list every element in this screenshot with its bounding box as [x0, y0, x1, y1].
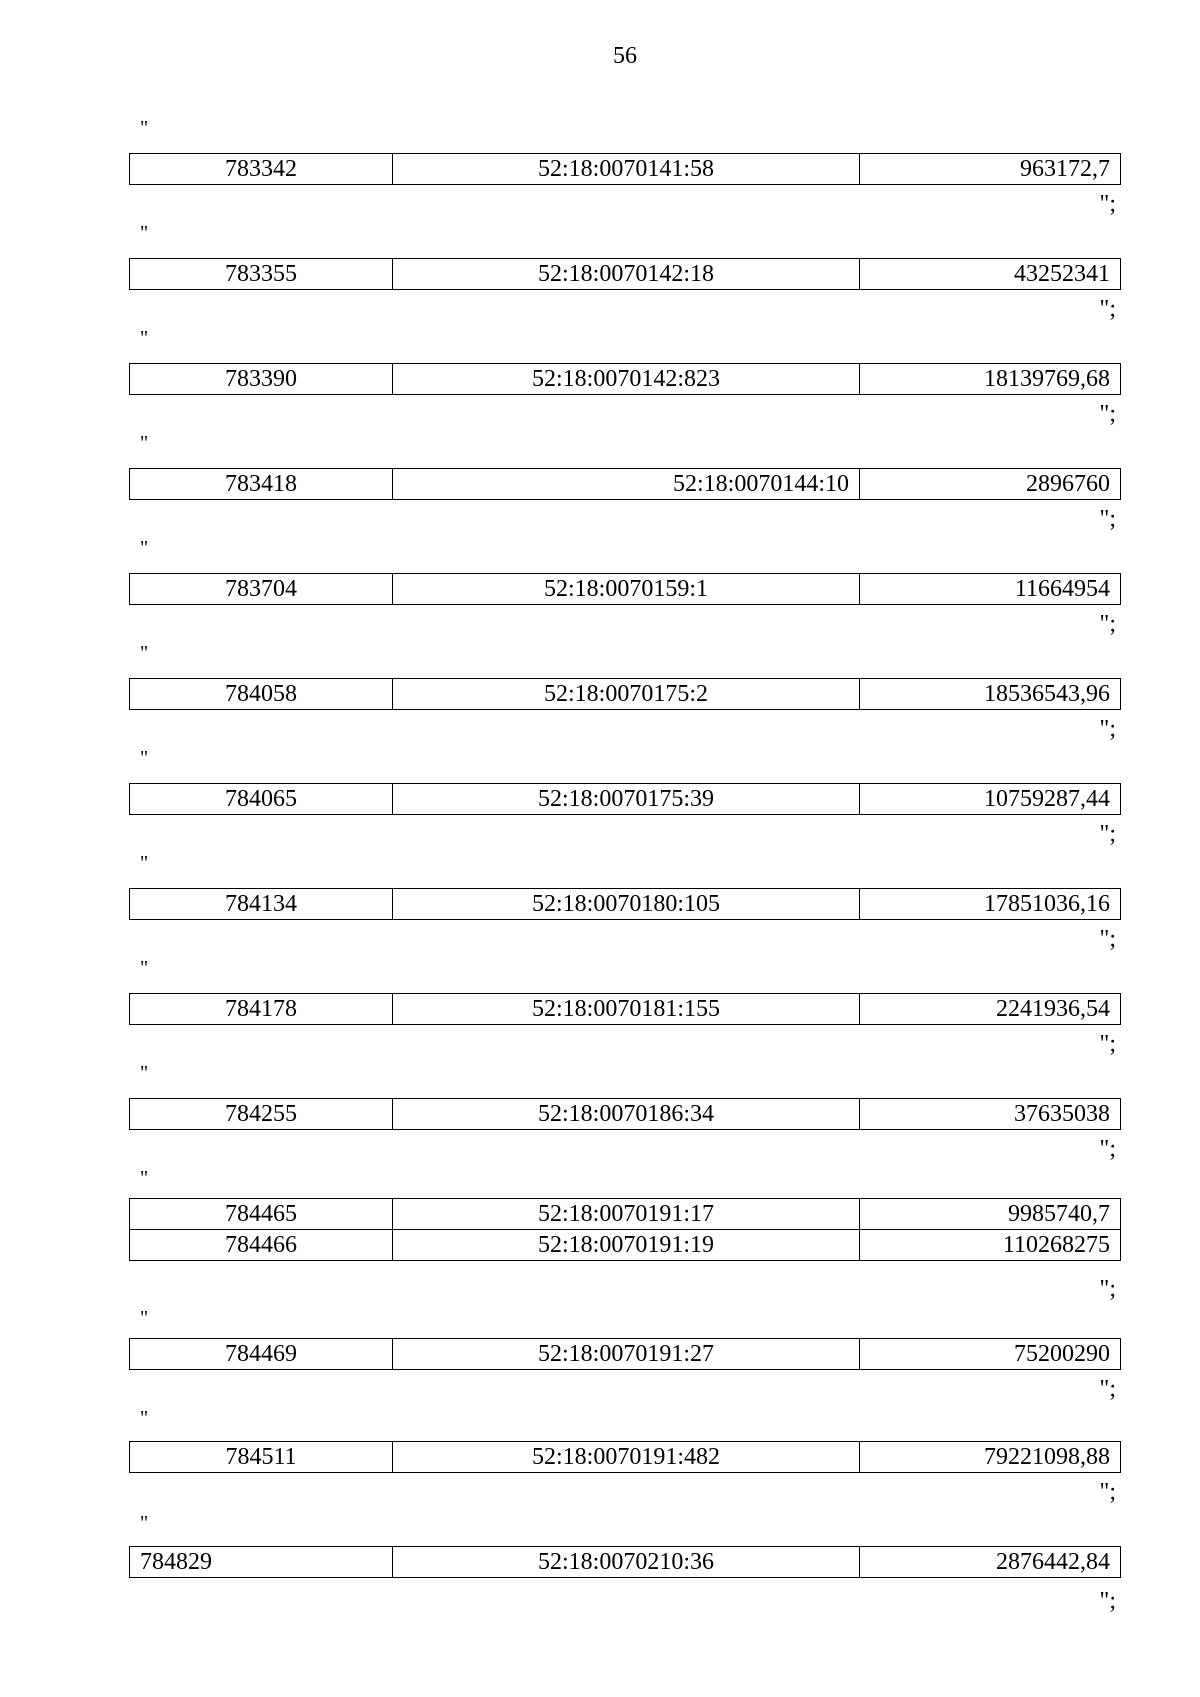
value-cell: 18536543,96 [860, 679, 1121, 710]
close-quote: "; [1099, 1588, 1116, 1614]
open-quote: " [140, 957, 149, 979]
value-cell: 2896760 [860, 469, 1121, 500]
entry-table [129, 888, 1121, 920]
entry-table [129, 993, 1121, 1025]
registry-number-cell: 784065 [130, 784, 393, 815]
cadastral-number-cell: 52:18:0070144:10 [393, 469, 860, 500]
entry-table [129, 573, 1121, 605]
cadastral-number-cell: 52:18:0070191:482 [393, 1442, 860, 1473]
entry-table [129, 468, 1121, 500]
registry-number-cell: 783355 [130, 259, 393, 290]
registry-number-cell: 784465 [130, 1199, 393, 1230]
value-cell: 75200290 [860, 1339, 1121, 1370]
table-row [130, 259, 1121, 290]
cadastral-number-cell: 52:18:0070141:58 [393, 154, 860, 185]
registry-number-cell: 784511 [130, 1442, 393, 1473]
value-cell: 43252341 [860, 259, 1121, 290]
close-quote: "; [1099, 296, 1116, 322]
close-quote: "; [1099, 1376, 1116, 1402]
open-quote: " [140, 117, 149, 139]
registry-number-cell: 784058 [130, 679, 393, 710]
table-row [130, 154, 1121, 185]
open-quote: " [140, 852, 149, 874]
registry-number-cell: 784255 [130, 1099, 393, 1130]
close-quote: "; [1099, 611, 1116, 637]
table-row [130, 994, 1121, 1025]
value-cell: 9985740,7 [860, 1199, 1121, 1230]
registry-number-cell: 784466 [130, 1230, 393, 1261]
open-quote: " [140, 1407, 149, 1429]
registry-number-cell: 783704 [130, 574, 393, 605]
table-row [130, 679, 1121, 710]
table-row [130, 469, 1121, 500]
cadastral-number-cell: 52:18:0070186:34 [393, 1099, 860, 1130]
open-quote: " [140, 537, 149, 559]
table-row [130, 784, 1121, 815]
cadastral-number-cell: 52:18:0070180:105 [393, 889, 860, 920]
cadastral-number-cell: 52:18:0070191:19 [393, 1230, 860, 1261]
close-quote: "; [1099, 1276, 1116, 1302]
close-quote: "; [1099, 1031, 1116, 1057]
table-row [130, 1339, 1121, 1370]
entry-table [129, 1441, 1121, 1473]
registry-number-cell: 784829 [130, 1547, 393, 1578]
open-quote: " [140, 1512, 149, 1534]
entry-table [129, 1546, 1121, 1578]
cadastral-number-cell: 52:18:0070210:36 [393, 1547, 860, 1578]
open-quote: " [140, 432, 149, 454]
registry-number-cell: 783390 [130, 364, 393, 395]
entry-table [129, 363, 1121, 395]
cadastral-number-cell: 52:18:0070175:2 [393, 679, 860, 710]
close-quote: "; [1099, 1136, 1116, 1162]
registry-number-cell: 784134 [130, 889, 393, 920]
value-cell: 2876442,84 [860, 1547, 1121, 1578]
entry-table [129, 1198, 1121, 1261]
cadastral-number-cell: 52:18:0070191:17 [393, 1199, 860, 1230]
cadastral-number-cell: 52:18:0070191:27 [393, 1339, 860, 1370]
registry-number-cell: 784469 [130, 1339, 393, 1370]
value-cell: 963172,7 [860, 154, 1121, 185]
entry-table [129, 153, 1121, 185]
open-quote: " [140, 1167, 149, 1189]
close-quote: "; [1099, 1479, 1116, 1505]
table-row [130, 1099, 1121, 1130]
cadastral-number-cell: 52:18:0070175:39 [393, 784, 860, 815]
table-row [130, 1199, 1121, 1230]
value-cell: 37635038 [860, 1099, 1121, 1130]
open-quote: " [140, 1307, 149, 1329]
open-quote: " [140, 642, 149, 664]
close-quote: "; [1099, 926, 1116, 952]
open-quote: " [140, 222, 149, 244]
open-quote: " [140, 1062, 149, 1084]
entry-table [129, 1098, 1121, 1130]
close-quote: "; [1099, 821, 1116, 847]
cadastral-number-cell: 52:18:0070142:18 [393, 259, 860, 290]
table-row [130, 1442, 1121, 1473]
value-cell: 18139769,68 [860, 364, 1121, 395]
value-cell: 11664954 [860, 574, 1121, 605]
entry-table [129, 783, 1121, 815]
table-row [130, 574, 1121, 605]
page-number: 56 [613, 43, 637, 69]
open-quote: " [140, 747, 149, 769]
close-quote: "; [1099, 506, 1116, 532]
registry-number-cell: 784178 [130, 994, 393, 1025]
table-row [130, 889, 1121, 920]
entry-table [129, 678, 1121, 710]
table-row [130, 1547, 1121, 1578]
table-row [130, 1230, 1121, 1261]
value-cell: 17851036,16 [860, 889, 1121, 920]
open-quote: " [140, 327, 149, 349]
cadastral-number-cell: 52:18:0070181:155 [393, 994, 860, 1025]
cadastral-number-cell: 52:18:0070159:1 [393, 574, 860, 605]
entry-table [129, 258, 1121, 290]
table-row [130, 364, 1121, 395]
registry-number-cell: 783342 [130, 154, 393, 185]
value-cell: 110268275 [860, 1230, 1121, 1261]
entry-table [129, 1338, 1121, 1370]
close-quote: "; [1099, 191, 1116, 217]
close-quote: "; [1099, 716, 1116, 742]
registry-number-cell: 783418 [130, 469, 393, 500]
close-quote: "; [1099, 401, 1116, 427]
value-cell: 79221098,88 [860, 1442, 1121, 1473]
value-cell: 10759287,44 [860, 784, 1121, 815]
value-cell: 2241936,54 [860, 994, 1121, 1025]
cadastral-number-cell: 52:18:0070142:823 [393, 364, 860, 395]
